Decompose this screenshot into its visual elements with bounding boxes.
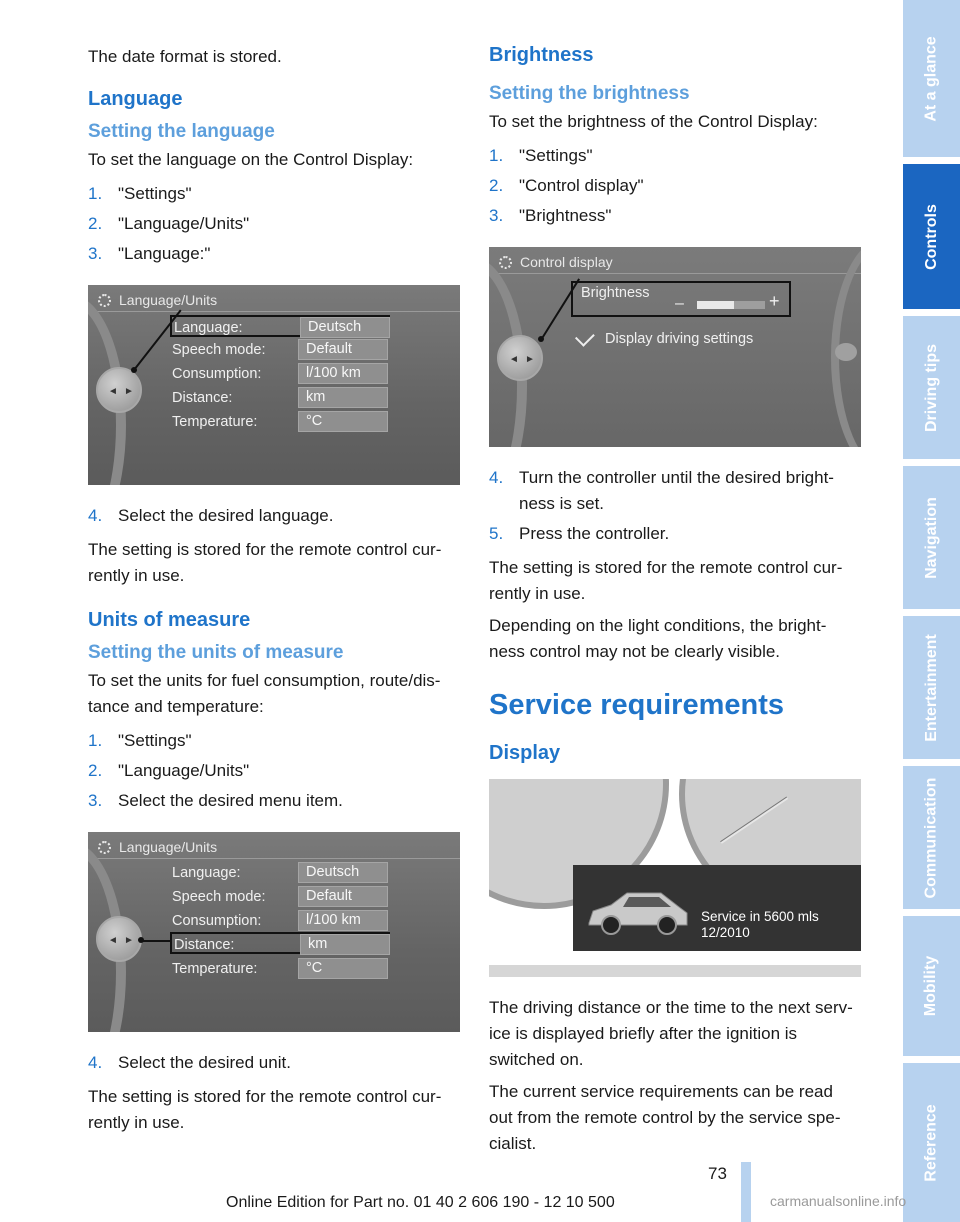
language-units-screen [88, 285, 460, 485]
service-display-screen [489, 779, 861, 977]
brightness-heading: Brightness [489, 44, 594, 66]
checkmark-icon [575, 327, 595, 347]
units-heading: Units of measure [88, 609, 251, 631]
menu-row-distance: Distance: km [170, 387, 390, 409]
tab-reference[interactable]: Reference [903, 1063, 960, 1222]
service-date: 12/2010 [701, 925, 750, 940]
language-steps [88, 181, 460, 267]
brightness-steps-cont [489, 465, 861, 547]
units-intro: To set the units for fuel consumption, route/dis-tance and temperature: [88, 671, 441, 716]
screen-title: Language/Units [119, 839, 218, 855]
list-item: 1. "Settings" [88, 731, 192, 750]
service-text-1: The driving distance or the time to the next serv-ice is displayed briefly after the ignition is switched on. [489, 998, 853, 1069]
list-item: 2. "Language/Units" [88, 214, 250, 233]
tab-at-a-glance[interactable]: At a glance [903, 0, 960, 157]
settings-icon [98, 294, 111, 307]
setting-language-subheading: Setting the language [88, 121, 275, 142]
list-item: 3. "Language:" [88, 244, 211, 263]
controller-icon: ◄ ► [96, 367, 142, 413]
language-intro: To set the language on the Control Display: [88, 150, 414, 169]
settings-icon [499, 256, 512, 269]
brightness-level [697, 301, 734, 309]
screen-title: Language/Units [119, 292, 218, 308]
units-steps-cont [88, 1050, 460, 1076]
list-item: 2. "Language/Units" [88, 761, 250, 780]
display-heading: Display [489, 742, 561, 764]
list-item: 1. "Settings" [88, 184, 192, 203]
list-item: 2. "Control display" [489, 176, 644, 195]
right-column [489, 44, 861, 1163]
brightness-slider: Brightness – + [571, 281, 791, 317]
menu-row-temperature: Temperature: °C [170, 958, 390, 980]
display-driving-settings-row: Display driving settings [579, 331, 753, 347]
units-steps [88, 728, 460, 814]
brightness-visibility-note: Depending on the light conditions, the bright-ness control may not be clearly visible. [489, 616, 827, 661]
page-marker [741, 1162, 751, 1222]
controller-icon: ◄ ► [497, 335, 543, 381]
service-text-2: The current service requirements can be read out from the remote control by the service spe-cialist. [489, 1082, 841, 1153]
menu-row-language: Language: Deutsch [170, 862, 390, 884]
left-column [88, 44, 460, 1142]
footer-text: Online Edition for Part no. 01 40 2 606 190 - 12 10 500 [226, 1194, 615, 1211]
service-panel [573, 865, 861, 951]
list-item: 1. "Settings" [489, 146, 593, 165]
list-item: 3. Select the desired menu item. [88, 791, 343, 810]
list-item: 4. Turn the controller until the desired bright-ness is set. [489, 468, 834, 513]
menu-row-consumption: Consumption: l/100 km [170, 363, 390, 385]
chapter-tabs [903, 0, 960, 1222]
list-item: 4. Select the desired language. [88, 506, 334, 525]
tab-communication[interactable]: Communication [903, 766, 960, 909]
menu-row-language: Language: Deutsch [170, 315, 390, 337]
date-format-note: The date format is stored. [88, 47, 282, 66]
screen-title: Control display [520, 254, 613, 270]
watermark: carmanualsonline.info [770, 1193, 907, 1209]
tab-mobility[interactable]: Mobility [903, 916, 960, 1056]
menu-row-consumption: Consumption: l/100 km [170, 910, 390, 932]
car-icon [583, 883, 693, 939]
tab-navigation[interactable]: Navigation [903, 466, 960, 609]
list-item: 3. "Brightness" [489, 206, 612, 225]
controller-icon: ◄ ► [96, 916, 142, 962]
menu-row-speech: Speech mode: Default [170, 886, 390, 908]
menu-icon [835, 343, 857, 361]
language-heading: Language [88, 88, 183, 110]
setting-units-subheading: Setting the units of measure [88, 642, 344, 663]
units-screen [88, 832, 460, 1032]
brightness-intro: To set the brightness of the Control Display: [489, 112, 818, 131]
brightness-steps [489, 143, 861, 229]
list-item: 5. Press the controller. [489, 524, 670, 543]
brightness-stored-note: The setting is stored for the remote control cur-rently in use. [489, 558, 843, 603]
language-stored-note: The setting is stored for the remote control cur-rently in use. [88, 540, 442, 585]
tab-controls[interactable]: Controls [903, 164, 960, 309]
service-requirements-heading: Service requirements [489, 689, 784, 721]
menu-row-distance: Distance: km [170, 932, 390, 954]
settings-icon [98, 841, 111, 854]
menu-row-speech: Speech mode: Default [170, 339, 390, 361]
tab-entertainment[interactable]: Entertainment [903, 616, 960, 759]
page-number: 73 [708, 1164, 727, 1183]
list-item: 4. Select the desired unit. [88, 1053, 291, 1072]
units-stored-note: The setting is stored for the remote control cur-rently in use. [88, 1087, 442, 1132]
language-steps-cont [88, 503, 460, 529]
service-distance: Service in 5600 mls [701, 909, 819, 924]
control-display-screen [489, 247, 861, 447]
setting-brightness-subheading: Setting the brightness [489, 83, 690, 104]
menu-row-temperature: Temperature: °C [170, 411, 390, 433]
tab-driving-tips[interactable]: Driving tips [903, 316, 960, 459]
